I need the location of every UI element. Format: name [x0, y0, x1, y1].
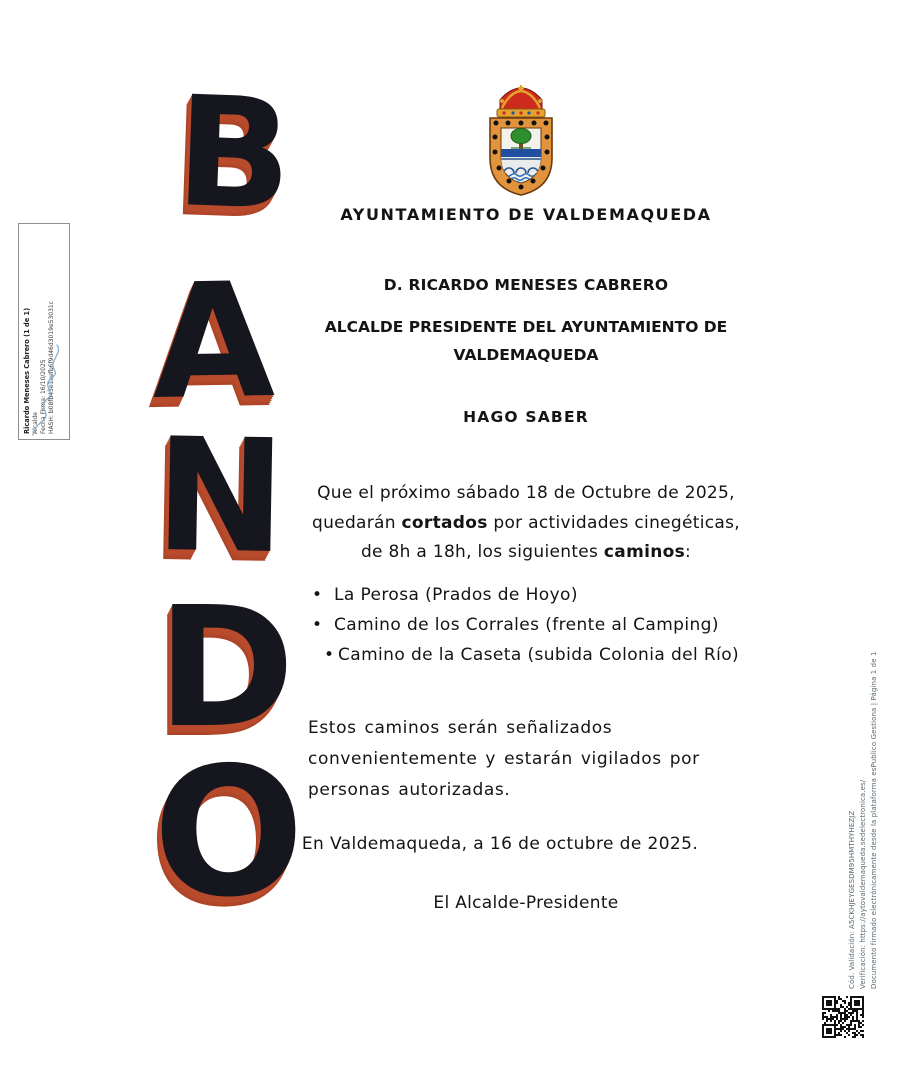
paragraph1-line1: Que el próximo sábado 18 de Octubre de 2025,	[317, 483, 735, 503]
paragraph1-line3: de 8h a 18h, los siguientes caminos:	[360, 542, 692, 562]
official-name: D. RICARDO MENESES CABRERO	[383, 276, 669, 294]
handwritten-signature-icon	[27, 339, 67, 444]
bold-word-caminos: caminos	[603, 542, 686, 562]
bullet-icon: •	[324, 645, 335, 665]
esigned-platform-line: Documento firmado electrónicamente desde la plataforma esPublico Gestiona | Página 1 de 1	[870, 651, 878, 989]
bullet-icon: •	[312, 585, 323, 605]
qr-code	[821, 995, 865, 1039]
body-paragraph-2	[308, 713, 768, 806]
signature-role: Alcalde	[32, 412, 39, 434]
verification-url-line: Verificación: https://aytovaldemaqueda.sedelectronica.es/	[859, 779, 867, 989]
signature-date: Fecha Firma: 16/10/2025	[40, 359, 47, 434]
list-item-road-1	[312, 580, 762, 610]
road-label: Camino de la Caseta (subida Colonia del Río)	[338, 645, 740, 665]
coat-of-arms	[480, 84, 562, 198]
date-line: En Valdemaqueda, a 16 de octubre de 2025.	[301, 834, 699, 854]
municipality-title: AYUNTAMIENTO DE VALDEMAQUEDA	[340, 205, 712, 224]
official-title	[292, 313, 760, 369]
road-label: La Perosa (Prados de Hoyo)	[334, 585, 578, 605]
signature-hash: HASH: b08fb43e1eefb6f9d46d3019e53031c	[48, 300, 55, 434]
paragraph2-line3: personas autorizadas.	[308, 780, 511, 800]
bando-letter-b: B	[172, 63, 295, 244]
road-label: Camino de los Corrales (frente al Camping)	[334, 615, 719, 635]
signature-name: Ricardo Meneses Cabrero (1 de 1)	[23, 307, 31, 434]
bando-letter-d: D	[157, 572, 295, 765]
validation-code-line: Cód. Validación: A5CKHJEYGESDM95HMTHYHEZJZ	[848, 810, 856, 989]
paragraph1-line2: quedarán cortados por actividades cinegéticas,	[312, 512, 740, 533]
roads-list	[312, 580, 762, 670]
body-paragraph-1	[292, 479, 760, 568]
official-title-line2: VALDEMAQUEDA	[453, 346, 599, 364]
salutation-heading: HAGO SABER	[463, 408, 589, 426]
list-item-road-2	[312, 610, 762, 640]
official-title-line1: ALCALDE PRESIDENTE DEL AYUNTAMIENTO DE	[324, 318, 728, 336]
bando-letter-a: A	[150, 248, 276, 436]
bold-word-cortados: cortados	[401, 512, 488, 533]
signoff-line: El Alcalde-Presidente	[433, 893, 619, 913]
paragraph2-line2: convenientemente y estarán vigilados por	[308, 749, 700, 769]
paragraph2-line1: Estos caminos serán señalizados	[308, 718, 613, 738]
bando-letter-o: O	[151, 727, 307, 938]
validation-footer	[847, 601, 881, 989]
signature-stamp-box	[18, 223, 70, 440]
list-item-road-3	[312, 640, 762, 670]
bando-letter-n: N	[153, 403, 288, 589]
bullet-icon: •	[312, 615, 323, 635]
